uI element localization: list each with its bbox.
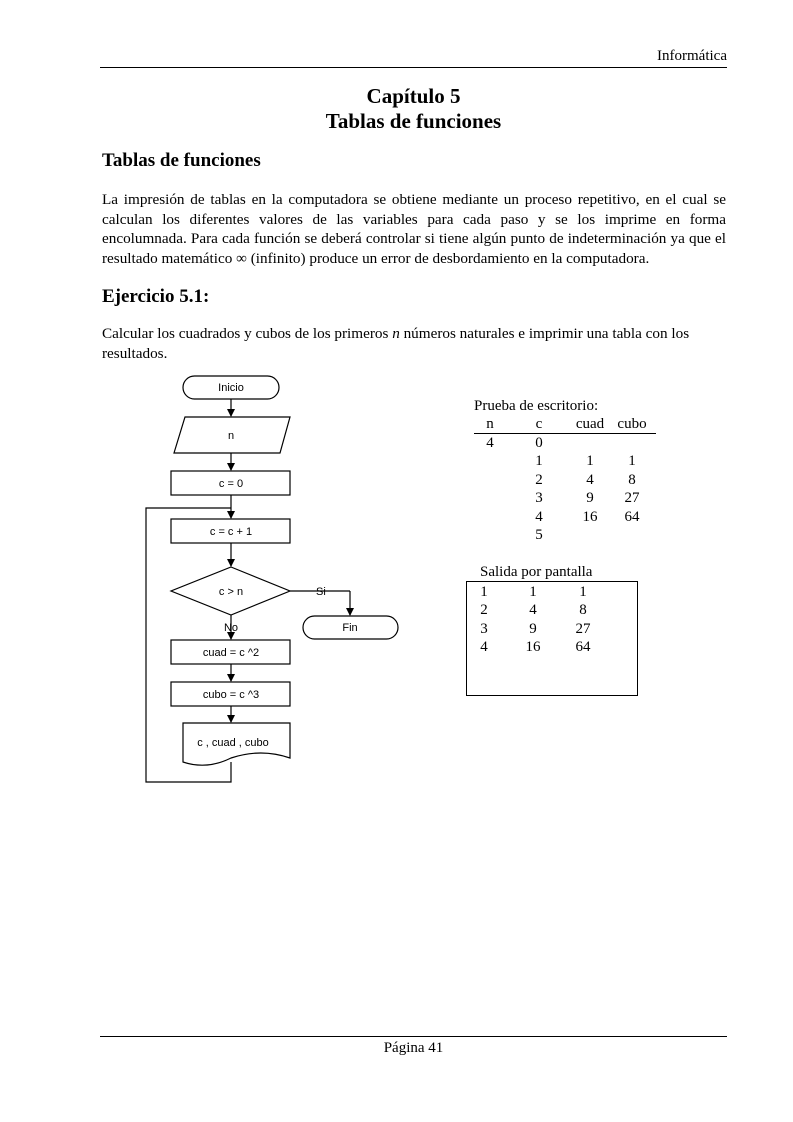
screen-output-title: Salida por pantalla [480,564,593,580]
table-cell [474,527,506,546]
flow-output-label: c , cuad , cubo [197,737,269,749]
flow-increment-label: c = c + 1 [209,526,253,538]
table-cell: 3 [480,620,488,637]
exercise-heading: Ejercicio 5.1: [102,286,210,307]
table-cell: 64 [624,508,640,525]
table-row [474,434,656,453]
table-cell: 4 [535,508,543,525]
exercise-text-var: n [392,325,400,342]
table-cell: 1 [586,453,594,470]
table-row [474,527,656,546]
flow-yes-label: Si [316,586,326,598]
table-cell: 16 [582,508,598,525]
desk-check-title: Prueba de escritorio: [474,398,599,414]
table-row [474,508,656,527]
table-row [477,602,591,621]
section-heading: Tablas de funciones [102,150,261,171]
table-cell [474,508,506,527]
table-cell: 1 [480,583,488,600]
table-row [474,471,656,490]
screen-output-table [477,583,591,657]
table-cell: 27 [624,490,640,507]
table-row [477,639,591,658]
desk-check-table [474,416,656,545]
running-header: Informática [657,48,727,64]
table-cell: 8 [579,602,587,619]
table-cell: 3 [535,490,543,507]
table-cell: 64 [575,639,591,656]
table-cell: 16 [525,639,541,656]
table-cell [474,453,506,472]
table-cell: 9 [529,620,537,637]
table-row [474,453,656,472]
flow-square-label: cuad = c ^2 [202,647,260,659]
flow-end-label: Fin [342,622,358,634]
desk-col-c: c [535,416,543,432]
exercise-text [102,324,726,363]
table-cell [474,490,506,509]
footer-rule [100,1036,727,1037]
header-rule [100,67,727,68]
table-cell [572,527,608,546]
chapter-number: Capítulo 5 [366,84,461,108]
desk-col-n: n [486,416,494,432]
flow-input-label: n [227,430,235,442]
flow-cube-label: cubo = c ^3 [202,689,260,701]
exercise-text-before: Calcular los cuadrados y cubos de los primeros [102,325,393,342]
table-row [474,490,656,509]
table-cell [474,471,506,490]
table-cell: 2 [480,602,488,619]
table-row [477,620,591,639]
table-cell: 27 [575,620,591,637]
flow-decision-label: c > n [218,586,244,598]
table-cell: 1 [579,583,587,600]
table-cell [572,434,608,453]
flow-no-label: No [223,622,239,634]
table-cell: 4 [586,471,594,488]
table-cell: 0 [535,434,543,451]
table-cell: 4 [480,639,488,656]
table-cell: 1 [535,453,543,470]
table-cell: 5 [535,527,543,544]
table-cell: 1 [529,583,537,600]
flow-start-label: Inicio [218,382,244,394]
table-cell: 9 [586,490,594,507]
table-cell [608,434,656,453]
exercise-text-after: números naturales e imprimir una tabla con los resultados. [102,325,690,362]
desk-col-cubo: cubo [617,416,647,432]
table-cell: 4 [529,602,537,619]
table-cell: 2 [535,471,543,488]
page-number: Página 41 [383,1040,444,1056]
section-paragraph: La impresión de tablas en la computadora se obtiene mediante un proceso repetitivo, en el cual se calculan los diferentes valores de las variables para cada paso y se los imprime en forma encolumnada. Para cada función se deberá controlar si tiene algún punto de indeterminación ya que el resultado matemático ∞ (infinito) produce un error de desbordamiento en la computadora. [102,191,726,267]
chapter-title: Tablas de funciones [325,109,502,133]
desk-col-cuad: cuad [575,416,605,432]
flow-init-label: c = 0 [218,478,244,490]
flowchart [140,370,405,790]
table-cell: 8 [628,471,636,488]
table-cell: 4 [486,434,494,451]
table-cell [608,527,656,546]
screen-output-box [466,581,638,696]
table-row [477,583,591,602]
table-cell: 1 [628,453,636,470]
